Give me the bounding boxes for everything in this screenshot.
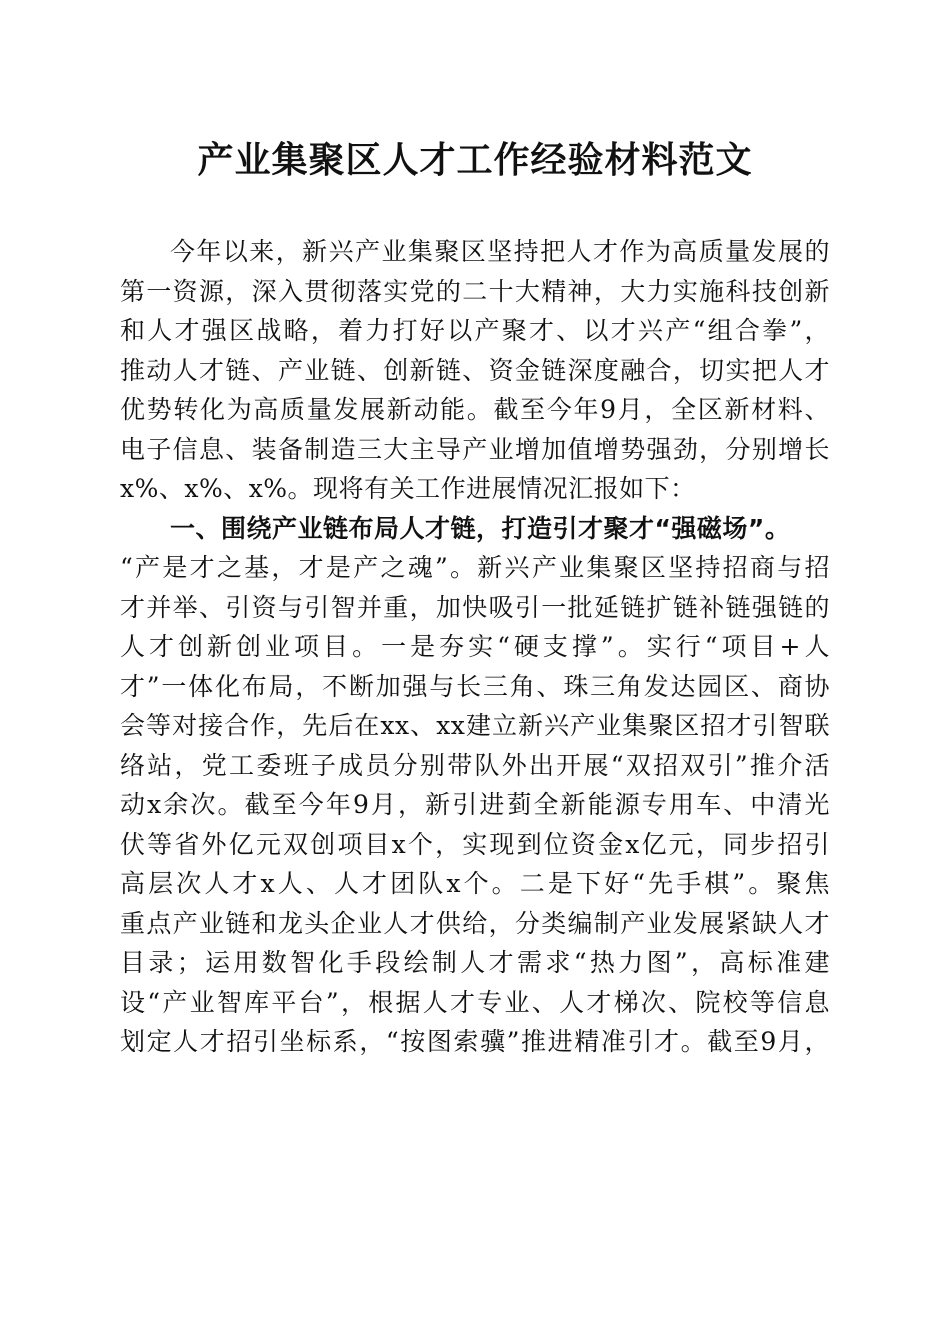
- text-line: 才”一体化布局，不断加强与长三角、珠三角发达园区、商协: [120, 671, 830, 701]
- text-line: 优势转化为高质量发展新动能。截至今年9月，全区新材料、: [120, 395, 830, 424]
- text-line: 人才创新创业项目。一是夯实“硬支撑”。实行“项目+人: [120, 632, 830, 661]
- text-line: 今年以来，新兴产业集聚区坚持把人才作为高质量发展的: [170, 237, 830, 266]
- text-line: 划定人才招引坐标系，“按图索骥”推进精准引才。截至9月，: [120, 1027, 830, 1056]
- section-heading: 一、围绕产业链布局人才链，打造引才聚才“强磁场”。: [170, 513, 791, 543]
- text-line: x%、x%、x%。现将有关工作进展情况汇报如下：: [120, 474, 696, 503]
- intro-paragraph: [120, 232, 830, 509]
- text-line: 会等对接合作，先后在xx、xx建立新兴产业集聚区招才引智联: [120, 711, 830, 740]
- section-paragraph: [120, 548, 830, 1062]
- text-line: 第一资源，深入贯彻落实党的二十大精神，大力实施科技创新: [120, 276, 830, 306]
- text-line: 目录；运用数智化手段绘制人才需求“热力图”，高标准建: [120, 948, 830, 977]
- text-line: 设“产业智库平台”，根据人才专业、人才梯次、院校等信息: [120, 987, 830, 1017]
- text-line: 动x余次。截至今年9月，新引进菿全新能源专用车、中清光: [120, 790, 830, 819]
- document-title: 产业集聚区人才工作经验材料范文: [197, 139, 753, 181]
- text-line: 高层次人才x人、人才团队x个。二是下好“先手棋”。聚焦: [120, 869, 830, 898]
- document-body: [120, 232, 830, 1062]
- text-line: 重点产业链和龙头企业人才供给，分类编制产业发展紧缺人才: [120, 908, 830, 938]
- text-line: 才并举、引资与引智并重，加快吸引一批延链扩链补链强链的: [120, 592, 830, 622]
- text-line: 和人才强区战略，着力打好以产聚才、以才兴产“组合拳”，: [120, 316, 830, 345]
- text-line: 伏等省外亿元双创项目x个，实现到位资金x亿元，同步招引: [120, 829, 830, 859]
- text-line: 络站，党工委班子成员分别带队外出开展“双招双引”推介活: [120, 750, 830, 780]
- text-line: “产是才之基，才是产之魂”。新兴产业集聚区坚持招商与招: [120, 553, 830, 582]
- text-line: 电子信息、装备制造三大主导产业增加值增势强劲，分别增长: [120, 434, 830, 464]
- text-line: 推动人才链、产业链、创新链、资金链深度融合，切实把人才: [120, 355, 830, 385]
